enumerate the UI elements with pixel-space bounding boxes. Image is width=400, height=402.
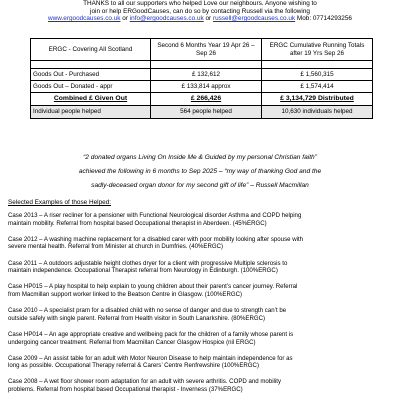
case-item <box>8 283 396 298</box>
case-line: maintain mobility. Referral from hospital based Occupational therapist in Aberdeen. (45%ERGC) <box>8 219 267 227</box>
total-cumulative-value: £ 3,134,729 Distributed <box>262 93 373 106</box>
case-line: undergoing cancer treatment. Referral from Macmillan Cancer Glasgow Hospice (nil ERGC) <box>8 338 256 346</box>
mobile-number: Mob: 07714293256 <box>295 15 352 23</box>
case-line: Case 2012 – A washing machine replacement for a disabled carer with poor mobility looking after spouse with <box>8 235 304 243</box>
total-six-months-value: £ 266,426 <box>151 93 262 106</box>
russell-email-link[interactable]: russell@ergoodcauses.co.uk <box>212 15 296 23</box>
case-item <box>8 307 396 322</box>
table-row <box>31 81 373 93</box>
intro-line: THANKS to all our supporters who helped Love our neighbours. Anyone wishing to <box>83 0 317 7</box>
case-line: Case 2010 – A specialist pram for a disabled child with no sense of danger and due to strength can’t be <box>8 307 287 315</box>
table-header-row <box>31 39 373 61</box>
header-cell-area: ERGC - Covering All Scotland <box>31 39 151 61</box>
row-six-months-value: £ 132,612 <box>151 69 262 81</box>
row-label: Goods Out – Donated - appr <box>31 81 151 93</box>
website-link[interactable]: www.ergoodcauses.co.uk <box>48 15 121 23</box>
case-line: maintain independence. Occupational Therapist referral from Neurology in Edinburgh. (100%ERGC) <box>8 267 278 275</box>
case-line: Case 2013 – A riser recliner for a pensioner with Functional Neurological disorder Asthma and COPD helping <box>8 212 302 219</box>
table-row <box>31 69 373 81</box>
case-line: long as possible. Occupational Therapy referral & Carers’ Centre Renfrewshire (100%ERGC) <box>8 362 259 370</box>
case-line: problems. Referral from hospital based Occupational therapist - Inverness (37%ERGC) <box>8 386 243 394</box>
stats-table <box>30 38 373 119</box>
table-people-row <box>31 106 373 119</box>
quote-line: “2 donated organs Living On Inside Me & Guided by my personal Christian faith” <box>83 154 317 161</box>
row-label: Goods Out - Purchased <box>31 69 151 81</box>
intro-line: join or help ERGoodCauses, can do so by contacting Russell via the following <box>90 7 310 15</box>
case-line: Case 2008 – A wet floor shower room adaptation for an adult with severe arthritis. COPD and mobility <box>8 378 282 386</box>
separator-text: or <box>120 15 130 23</box>
quote-line: achieved the following in 6 months to Sep 2025 – “my way of thanking God and the <box>78 167 322 175</box>
row-six-months-value: £ 133,814 approx <box>151 81 262 93</box>
case-line: outside safely with single parent. Referral from Health visitor in South Lanarkshire. (80%ERGC) <box>8 314 266 322</box>
people-label: Individual people helped <box>31 106 151 119</box>
intro-block <box>0 0 400 23</box>
quote-block <box>0 151 400 192</box>
contact-line <box>0 15 400 23</box>
case-line: Case HP014 – An age appropriate creative and wellbeing pack for the children of a family whose parent is <box>8 330 294 338</box>
table-total-row <box>31 93 373 106</box>
selected-examples-heading: Selected Examples of those Helped: <box>8 199 112 206</box>
case-line: from Macmillan support worker linked to the Beatson Centre in Glasgow. (100%ERGC) <box>8 290 243 298</box>
row-cumulative-value: £ 1,574,414 <box>262 81 373 93</box>
table-spacer-row <box>31 61 373 69</box>
case-item <box>8 355 396 370</box>
people-cumulative-value: 10,630 individuals helped <box>262 106 373 119</box>
case-line: severe mental health. Referral from Minister at church in Dumfries. (40%ERGC) <box>8 243 224 251</box>
case-item <box>8 378 396 393</box>
case-list <box>8 212 396 402</box>
case-line: Case 2009 – An assist table for an adult with Motor Neuron Disease to help maintain independence for as <box>8 354 293 362</box>
case-item <box>8 331 396 346</box>
header-cell-six-months: Second 6 Months Year 19 Apr 26 – Sep 26 <box>151 39 262 61</box>
case-line: Case 2011 – A outdoors adjustable height clothes dryer for a client with progressive Multiple sclerosis to <box>8 259 288 267</box>
row-cumulative-value: £ 1,560,315 <box>262 69 373 81</box>
total-label: Combined £ Given Out <box>31 93 151 106</box>
case-item <box>8 236 396 251</box>
separator-text: or <box>203 15 213 23</box>
quote-line: sadly-deceased organ donor for my second gift of life” – Russell Macmillan <box>91 181 309 189</box>
header-cell-cumulative: ERGC Cumulative Running Totals after 19 Yrs Sep 26 <box>262 39 373 61</box>
people-six-months-value: 564 people helped <box>151 106 262 119</box>
case-item <box>8 260 396 275</box>
case-line: Case HP015 – A play hospital to help explain to young children about their parent’s cancer journey. Referral <box>8 283 298 291</box>
info-email-link[interactable]: info@ergoodcauses.co.uk <box>129 15 204 23</box>
case-item <box>8 212 396 227</box>
